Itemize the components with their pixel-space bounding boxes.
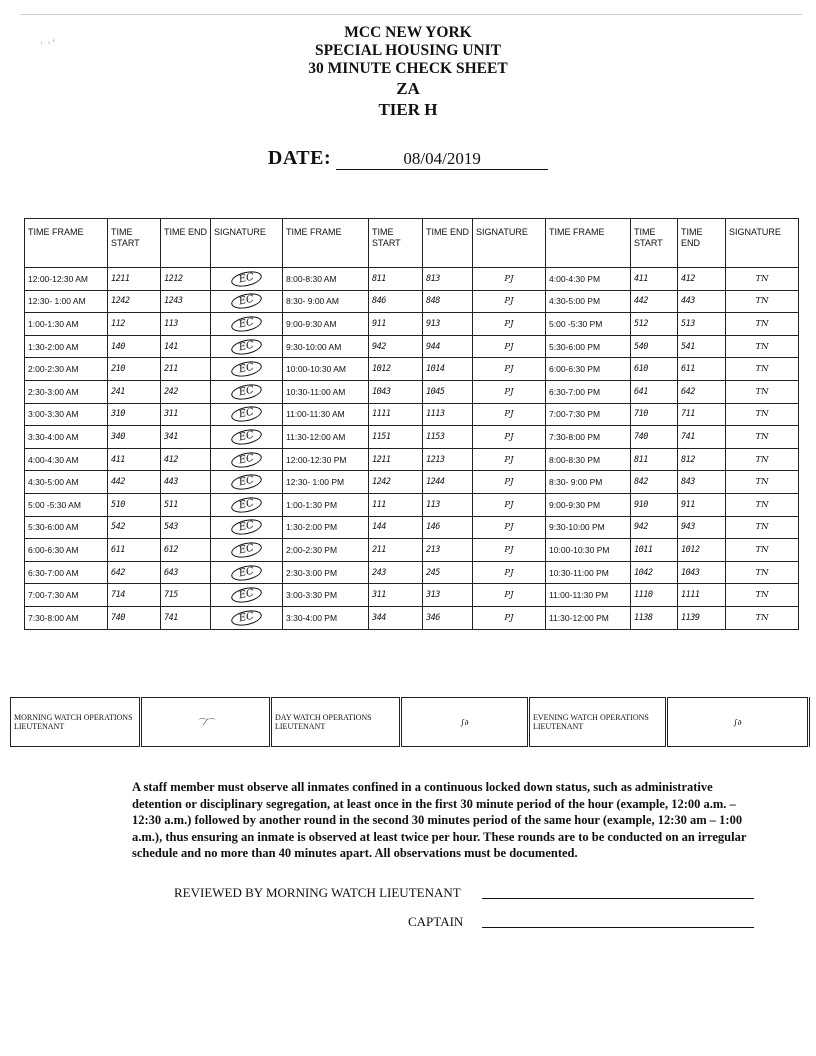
table-body	[25, 268, 799, 630]
handwritten-time: 211	[369, 539, 423, 562]
column-header: TIME END	[423, 219, 473, 268]
table-row	[25, 539, 799, 562]
handwritten-time: 610	[631, 358, 678, 381]
table-row	[25, 516, 799, 539]
initials-text: EC	[230, 337, 263, 357]
signature-initials	[211, 335, 283, 358]
initials-text: PJ	[504, 341, 514, 352]
handwritten-time: 1011	[631, 539, 678, 562]
facility-name: MCC NEW YORK	[344, 24, 472, 41]
initials-text: TN	[755, 454, 769, 465]
signature-initials	[726, 358, 799, 381]
table-row	[25, 471, 799, 494]
time-frame-cell: 6:00-6:30 AM	[25, 539, 108, 562]
initials-text: EC	[230, 585, 263, 605]
handwritten-time: 1043	[369, 380, 423, 403]
time-frame-cell: 1:30-2:00 PM	[283, 516, 369, 539]
signature-initials	[726, 584, 799, 607]
handwritten-time: 1045	[423, 380, 473, 403]
time-frame-cell: 3:00-3:30 AM	[25, 403, 108, 426]
time-frame-cell: 1:30-2:00 AM	[25, 335, 108, 358]
initials-text: TN	[755, 544, 769, 555]
signature-initials	[473, 539, 546, 562]
time-frame-cell: 11:00-11:30 AM	[283, 403, 369, 426]
handwritten-time: 443	[678, 290, 726, 313]
time-frame-cell: 6:00-6:30 PM	[546, 358, 631, 381]
handwritten-time: 942	[369, 335, 423, 358]
handwritten-time: 442	[631, 290, 678, 313]
initials-text: EC	[230, 517, 263, 537]
column-header: TIME START	[369, 219, 423, 268]
initials-text: TN	[755, 567, 769, 578]
handwritten-time: 1243	[161, 290, 211, 313]
signature-initials	[211, 471, 283, 494]
time-frame-cell: 10:30-11:00 PM	[546, 561, 631, 584]
lieutenant-signature-table	[10, 697, 810, 747]
handwritten-time: 812	[678, 448, 726, 471]
column-header: TIME FRAME	[546, 219, 631, 268]
handwritten-time: 541	[678, 335, 726, 358]
signature-initials	[726, 426, 799, 449]
handwritten-time: 213	[423, 539, 473, 562]
initials-text: PJ	[504, 612, 514, 623]
time-frame-cell: 8:00-8:30 AM	[283, 268, 369, 291]
signature-initials	[211, 380, 283, 403]
signature-initials	[726, 313, 799, 336]
handwritten-time: 1153	[423, 426, 473, 449]
handwritten-time: 740	[108, 606, 161, 629]
unit-code: ZA	[396, 79, 420, 98]
initials-text: PJ	[504, 364, 514, 375]
signature-initials	[726, 290, 799, 313]
signature-initials	[473, 516, 546, 539]
signature-initials	[473, 313, 546, 336]
initials-text: PJ	[504, 567, 514, 578]
handwritten-time: 1111	[369, 403, 423, 426]
scan-specks: · · '	[40, 38, 55, 48]
signature-initials	[211, 606, 283, 629]
initials-text: TN	[755, 296, 769, 307]
column-header: TIME FRAME	[283, 219, 369, 268]
handwritten-time: 1211	[108, 268, 161, 291]
signature-initials	[211, 426, 283, 449]
table-row	[25, 606, 799, 629]
initials-text: TN	[755, 590, 769, 601]
table-row	[25, 561, 799, 584]
signature-initials	[473, 268, 546, 291]
initials-text: PJ	[504, 273, 514, 284]
handwritten-time: 714	[108, 584, 161, 607]
signature-initials	[726, 493, 799, 516]
signature-initials	[211, 313, 283, 336]
time-frame-cell: 12:00-12:30 PM	[283, 448, 369, 471]
time-frame-cell: 7:30-8:00 AM	[25, 606, 108, 629]
handwritten-time: 141	[161, 335, 211, 358]
initials-text: TN	[755, 364, 769, 375]
handwritten-time: 412	[678, 268, 726, 291]
handwritten-time: 1244	[423, 471, 473, 494]
signature-initials	[473, 561, 546, 584]
table-row	[25, 426, 799, 449]
signature-initials	[473, 403, 546, 426]
initials-text: EC	[230, 608, 263, 628]
handwritten-time: 842	[631, 471, 678, 494]
signature-initials	[211, 358, 283, 381]
signature-initials	[473, 335, 546, 358]
handwritten-time: 411	[631, 268, 678, 291]
handwritten-time: 1138	[631, 606, 678, 629]
time-frame-cell: 11:00-11:30 PM	[546, 584, 631, 607]
handwritten-time: 846	[369, 290, 423, 313]
signature-initials	[211, 584, 283, 607]
initials-text: TN	[755, 386, 769, 397]
handwritten-time: 513	[678, 313, 726, 336]
handwritten-time: 911	[678, 493, 726, 516]
handwritten-time: 811	[369, 268, 423, 291]
signature-initials	[473, 448, 546, 471]
day-lieutenant-signature: ∫∂	[401, 698, 529, 747]
signature-initials	[726, 606, 799, 629]
handwritten-time: 210	[108, 358, 161, 381]
signature-initials	[211, 561, 283, 584]
handwritten-time: 1043	[678, 561, 726, 584]
sheet-header	[0, 24, 816, 120]
handwritten-time: 511	[161, 493, 211, 516]
date-row	[0, 147, 816, 170]
handwritten-time: 642	[678, 380, 726, 403]
time-frame-cell: 4:30-5:00 AM	[25, 471, 108, 494]
handwritten-time: 643	[161, 561, 211, 584]
table-row	[25, 313, 799, 336]
handwritten-time: 1213	[423, 448, 473, 471]
handwritten-time: 611	[678, 358, 726, 381]
table-row	[25, 268, 799, 291]
handwritten-time: 313	[423, 584, 473, 607]
handwritten-time: 1111	[678, 584, 726, 607]
handwritten-time: 340	[108, 426, 161, 449]
initials-text: EC	[230, 427, 263, 447]
signature-initials	[726, 403, 799, 426]
policy-notice: A staff member must observe all inmates confined in a continuous locked down status, such as administrative detention or disciplinary segregation, at least once in the first 30 minute period of the hour (example, 12:00 a.m. – 12:30 a.m.) followed by another round in the second 30 minutes period of the same hour (example, 12:30 am – 1:00 a.m.), thus ensuring an inmate is observed at least twice per hour. These rounds are to be conducted on an irregular schedule and no more than 40 minutes apart. All observations must be documented.	[132, 780, 747, 861]
time-frame-cell: 9:30-10:00 AM	[283, 335, 369, 358]
reviewed-line	[174, 885, 461, 901]
handwritten-time: 310	[108, 403, 161, 426]
column-header: SIGNATURE	[726, 219, 799, 268]
time-frame-cell: 12:00-12:30 AM	[25, 268, 108, 291]
tier-label: TIER H	[378, 100, 438, 119]
initials-text: PJ	[504, 409, 514, 420]
handwritten-time: 341	[161, 426, 211, 449]
time-frame-cell: 12:30- 1:00 AM	[25, 290, 108, 313]
time-frame-cell: 9:00-9:30 PM	[546, 493, 631, 516]
handwritten-time: 1212	[161, 268, 211, 291]
initials-text: PJ	[504, 318, 514, 329]
signature-initials	[726, 561, 799, 584]
time-frame-cell: 9:30-10:00 PM	[546, 516, 631, 539]
handwritten-time: 144	[369, 516, 423, 539]
handwritten-time: 741	[678, 426, 726, 449]
handwritten-time: 245	[423, 561, 473, 584]
time-frame-cell: 6:30-7:00 AM	[25, 561, 108, 584]
handwritten-time: 911	[369, 313, 423, 336]
handwritten-time: 942	[631, 516, 678, 539]
handwritten-time: 540	[631, 335, 678, 358]
handwritten-time: 1151	[369, 426, 423, 449]
morning-lieutenant-signature: ⌒⁄⌒	[141, 698, 271, 747]
captain-line	[408, 914, 463, 930]
signature-initials	[473, 290, 546, 313]
time-frame-cell: 11:30-12:00 PM	[546, 606, 631, 629]
table-row	[25, 448, 799, 471]
handwritten-time: 641	[631, 380, 678, 403]
handwritten-time: 1014	[423, 358, 473, 381]
initials-text: TN	[755, 431, 769, 442]
time-frame-cell: 10:30-11:00 AM	[283, 380, 369, 403]
initials-text: TN	[755, 318, 769, 329]
initials-text: TN	[755, 477, 769, 488]
signature-initials	[211, 516, 283, 539]
initials-text: PJ	[504, 431, 514, 442]
time-frame-cell: 7:00-7:30 AM	[25, 584, 108, 607]
signature-initials	[726, 516, 799, 539]
time-frame-cell: 2:30-3:00 PM	[283, 561, 369, 584]
time-frame-cell: 10:00-10:30 AM	[283, 358, 369, 381]
handwritten-time: 243	[369, 561, 423, 584]
time-frame-cell: 5:30-6:00 AM	[25, 516, 108, 539]
table-row	[25, 584, 799, 607]
date-value: 08/04/2019	[336, 149, 548, 170]
handwritten-time: 612	[161, 539, 211, 562]
initials-text: EC	[230, 359, 263, 379]
initials-text: TN	[755, 612, 769, 623]
top-rule	[20, 14, 802, 15]
time-frame-cell: 7:30-8:00 PM	[546, 426, 631, 449]
signature-initials	[473, 471, 546, 494]
time-frame-cell: 5:00 -5:30 AM	[25, 493, 108, 516]
signature-initials	[473, 584, 546, 607]
handwritten-time: 740	[631, 426, 678, 449]
handwritten-time: 311	[369, 584, 423, 607]
handwritten-time: 512	[631, 313, 678, 336]
initials-text: PJ	[504, 522, 514, 533]
initials-text: PJ	[504, 296, 514, 307]
handwritten-time: 811	[631, 448, 678, 471]
initials-text: PJ	[504, 544, 514, 555]
handwritten-time: 1113	[423, 403, 473, 426]
handwritten-time: 412	[161, 448, 211, 471]
time-frame-cell: 5:00 -5:30 PM	[546, 313, 631, 336]
handwritten-time: 442	[108, 471, 161, 494]
handwritten-time: 543	[161, 516, 211, 539]
signature-initials	[473, 380, 546, 403]
handwritten-time: 346	[423, 606, 473, 629]
initials-text: EC	[230, 382, 263, 402]
column-header: TIME END	[161, 219, 211, 268]
time-frame-cell: 4:00-4:30 PM	[546, 268, 631, 291]
sheet-title: 30 MINUTE CHECK SHEET	[308, 60, 508, 77]
time-frame-cell: 4:30-5:00 PM	[546, 290, 631, 313]
column-header: TIME START	[631, 219, 678, 268]
reviewed-signature-line	[482, 898, 754, 899]
signature-initials	[726, 539, 799, 562]
time-frame-cell: 3:30-4:00 AM	[25, 426, 108, 449]
handwritten-time: 542	[108, 516, 161, 539]
initials-text: EC	[230, 540, 263, 560]
initials-text: TN	[755, 499, 769, 510]
initials-text: EC	[230, 449, 263, 469]
initials-text: PJ	[504, 454, 514, 465]
initials-text: EC	[230, 269, 263, 289]
table-header-row	[25, 219, 799, 268]
time-frame-cell: 3:00-3:30 PM	[283, 584, 369, 607]
table-row	[25, 358, 799, 381]
time-frame-cell: 1:00-1:30 PM	[283, 493, 369, 516]
handwritten-time: 710	[631, 403, 678, 426]
column-header: TIME END	[678, 219, 726, 268]
time-frame-cell: 1:00-1:30 AM	[25, 313, 108, 336]
time-frame-cell: 5:30-6:00 PM	[546, 335, 631, 358]
initials-text: EC	[230, 291, 263, 311]
handwritten-time: 1012	[369, 358, 423, 381]
unit-name: SPECIAL HOUSING UNIT	[314, 42, 502, 59]
signature-initials	[211, 268, 283, 291]
handwritten-time: 112	[108, 313, 161, 336]
handwritten-time: 344	[369, 606, 423, 629]
handwritten-time: 111	[369, 493, 423, 516]
check-log-table	[24, 218, 799, 630]
signature-initials	[211, 290, 283, 313]
time-frame-cell: 8:30- 9:00 AM	[283, 290, 369, 313]
initials-text: EC	[230, 562, 263, 582]
table-row	[25, 493, 799, 516]
initials-text: PJ	[504, 477, 514, 488]
day-lieutenant-label: DAY WATCH OPERATIONS LIEUTENANT	[271, 698, 401, 747]
initials-text: PJ	[504, 590, 514, 601]
handwritten-time: 1139	[678, 606, 726, 629]
handwritten-time: 913	[423, 313, 473, 336]
handwritten-time: 642	[108, 561, 161, 584]
date-label: DATE:	[267, 147, 332, 169]
initials-text: TN	[755, 409, 769, 420]
time-frame-cell: 2:30-3:00 AM	[25, 380, 108, 403]
time-frame-cell: 7:00-7:30 PM	[546, 403, 631, 426]
handwritten-time: 848	[423, 290, 473, 313]
table-row	[25, 380, 799, 403]
signature-initials	[211, 403, 283, 426]
handwritten-time: 715	[161, 584, 211, 607]
time-frame-cell: 3:30-4:00 PM	[283, 606, 369, 629]
signature-initials	[473, 426, 546, 449]
handwritten-time: 1211	[369, 448, 423, 471]
handwritten-time: 242	[161, 380, 211, 403]
initials-text: PJ	[504, 499, 514, 510]
time-frame-cell: 2:00-2:30 PM	[283, 539, 369, 562]
column-header: SIGNATURE	[211, 219, 283, 268]
signature-initials	[211, 448, 283, 471]
column-header: SIGNATURE	[473, 219, 546, 268]
handwritten-time: 1242	[108, 290, 161, 313]
handwritten-time: 611	[108, 539, 161, 562]
table-row	[25, 335, 799, 358]
handwritten-time: 311	[161, 403, 211, 426]
initials-text: TN	[755, 341, 769, 352]
signature-initials	[726, 471, 799, 494]
handwritten-time: 140	[108, 335, 161, 358]
time-frame-cell: 12:30- 1:00 PM	[283, 471, 369, 494]
evening-lieutenant-signature: ∫∂	[667, 698, 809, 747]
signature-initials	[726, 335, 799, 358]
captain-signature-line	[482, 927, 754, 928]
signature-initials	[726, 380, 799, 403]
time-frame-cell: 11:30-12:00 AM	[283, 426, 369, 449]
handwritten-time: 510	[108, 493, 161, 516]
handwritten-time: 1242	[369, 471, 423, 494]
morning-lieutenant-label: MORNING WATCH OPERATIONS LIEUTENANT	[11, 698, 141, 747]
handwritten-time: 113	[161, 313, 211, 336]
signature-initials	[473, 493, 546, 516]
handwritten-time: 1110	[631, 584, 678, 607]
evening-lieutenant-label: EVENING WATCH OPERATIONS LIEUTENANT	[529, 698, 667, 747]
signature-initials	[211, 493, 283, 516]
handwritten-time: 211	[161, 358, 211, 381]
handwritten-time: 944	[423, 335, 473, 358]
table-row	[25, 403, 799, 426]
initials-text: PJ	[504, 386, 514, 397]
time-frame-cell: 8:00-8:30 PM	[546, 448, 631, 471]
handwritten-time: 1042	[631, 561, 678, 584]
handwritten-time: 411	[108, 448, 161, 471]
captain-label: CAPTAIN	[408, 914, 464, 929]
initials-text: EC	[230, 314, 263, 334]
handwritten-time: 146	[423, 516, 473, 539]
time-frame-cell: 10:00-10:30 PM	[546, 539, 631, 562]
handwritten-time: 443	[161, 471, 211, 494]
initials-text: TN	[755, 273, 769, 284]
handwritten-time: 910	[631, 493, 678, 516]
initials-text: EC	[230, 495, 263, 515]
time-frame-cell: 9:00-9:30 AM	[283, 313, 369, 336]
signature-initials	[473, 606, 546, 629]
initials-text: EC	[230, 472, 263, 492]
handwritten-time: 813	[423, 268, 473, 291]
column-header: TIME START	[108, 219, 161, 268]
handwritten-time: 1012	[678, 539, 726, 562]
signature-initials	[211, 539, 283, 562]
handwritten-time: 711	[678, 403, 726, 426]
handwritten-time: 843	[678, 471, 726, 494]
time-frame-cell: 8:30- 9:00 PM	[546, 471, 631, 494]
table-row	[25, 290, 799, 313]
time-frame-cell: 4:00-4:30 AM	[25, 448, 108, 471]
reviewed-label: REVIEWED BY MORNING WATCH LIEUTENANT	[174, 885, 461, 900]
time-frame-cell: 2:00-2:30 AM	[25, 358, 108, 381]
time-frame-cell: 6:30-7:00 PM	[546, 380, 631, 403]
column-header: TIME FRAME	[25, 219, 108, 268]
initials-text: EC	[230, 404, 263, 424]
initials-text: TN	[755, 522, 769, 533]
handwritten-time: 943	[678, 516, 726, 539]
signature-initials	[473, 358, 546, 381]
handwritten-time: 113	[423, 493, 473, 516]
signature-initials	[726, 448, 799, 471]
handwritten-time: 241	[108, 380, 161, 403]
handwritten-time: 741	[161, 606, 211, 629]
signature-initials	[726, 268, 799, 291]
